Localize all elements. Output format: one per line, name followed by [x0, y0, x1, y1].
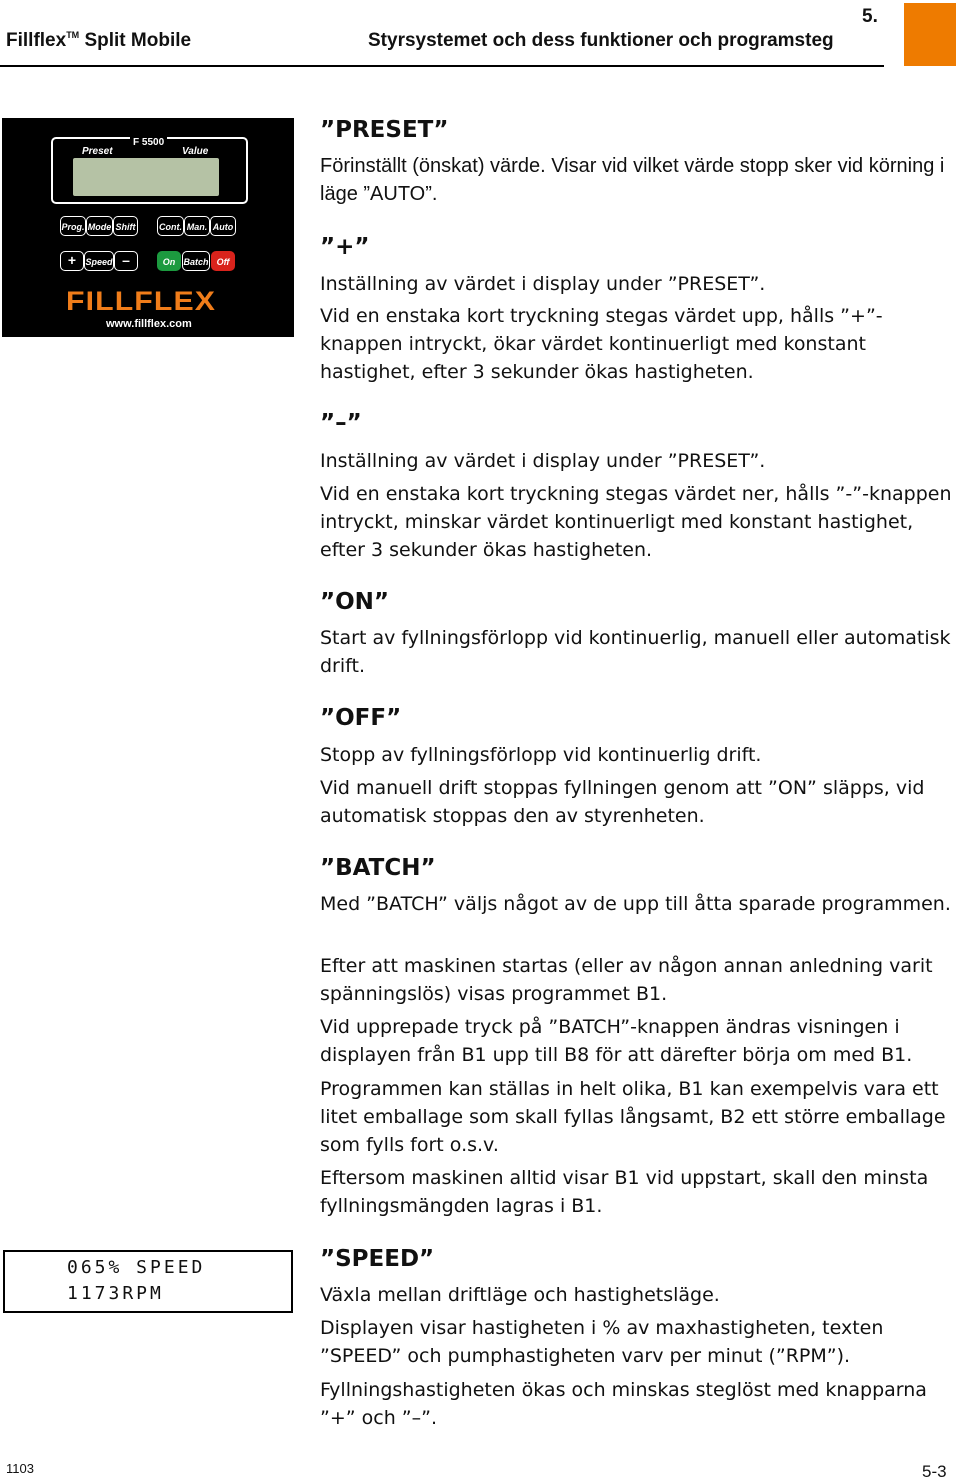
batch-text-4: Programmen kan ställas in helt olika, B1 kan exempelvis vara ett litet emballage som skall fyllas långsamt, B2 ett större emballage som fylls fort o.s.v. — [320, 1078, 946, 1156]
speed-key: Speed — [84, 251, 114, 271]
value-label: Value — [182, 146, 209, 157]
speed-display-image — [3, 1250, 293, 1313]
batch-text-3: Vid upprepade tryck på ”BATCH”-knappen ändras visningen i displayen från B1 upp till B8 för att därefter börja om med B1. — [320, 1016, 913, 1066]
fillflex-logo: FILLFLEX — [66, 286, 217, 316]
speed-text-3: Fyllningshastigheten ökas och minskas steglöst med knapparna ”+” och ”–”. — [320, 1379, 927, 1429]
speed-text-1: Växla mellan driftläge och hastighetsläge. — [320, 1284, 720, 1306]
header-rule — [0, 65, 884, 67]
batch-text-5: Eftersom maskinen alltid visar B1 vid uppstart, skall den minsta fyllningsmängden lagras i B1. — [320, 1167, 929, 1217]
minus-key: – — [114, 251, 138, 271]
heading-off: ”OFF” — [320, 705, 402, 731]
on-key: On — [157, 251, 181, 271]
model-label: F 5500 — [130, 137, 167, 148]
heading-on: ”ON” — [320, 589, 390, 615]
batch-text-1: Med ”BATCH” väljs något av de upp till åtta sparade programmen. — [320, 893, 951, 915]
shift-key: Shift — [113, 216, 138, 236]
mode-key: Mode — [86, 216, 113, 236]
minus-text-2: Vid en enstaka kort tryckning stegas värdet ner, hålls ”-”-knappen intryckt, minskar värdet kontinuerligt med konstant hastighet, efter 3 sekunder ökas hastigheten. — [320, 483, 952, 561]
plus-text-2: Vid en enstaka kort tryckning stegas värdet upp, hålls ”+”-knappen intryckt, ökar värdet kontinuerligt med konstant hastighet, efter 3 sekunder ökas hastigheten. — [320, 305, 883, 383]
prog-key: Prog. — [60, 216, 86, 236]
chapter-tab — [904, 3, 956, 66]
batch-text-2: Efter att maskinen startas (eller av någon annan anledning varit spänningslös) visas programmet B1. — [320, 955, 933, 1005]
cont-key: Cont. — [157, 216, 184, 236]
panel-url: www.fillflex.com — [106, 318, 192, 330]
preset-text: Förinställt (önskat) värde. Visar vid vilket värde stopp sker vid körning i läge ”AUTO”. — [320, 155, 945, 205]
auto-key: Auto — [210, 216, 236, 236]
chapter-number: 5. — [862, 6, 878, 27]
speed-display-line2: 1173RPM — [67, 1283, 164, 1304]
chapter-title: Styrsystemet och dess funktioner och programsteg — [368, 30, 834, 51]
heading-minus: ”–” — [320, 410, 362, 436]
lcd-screen — [73, 158, 219, 196]
man-key: Man. — [184, 216, 210, 236]
heading-batch: ”BATCH” — [320, 855, 436, 881]
product-name: Fillflex™ Split Mobile — [6, 30, 192, 51]
off-key: Off — [211, 251, 235, 271]
off-text-1: Stopp av fyllningsförlopp vid kontinuerlig drift. — [320, 744, 762, 766]
on-text: Start av fyllningsförlopp vid kontinuerlig, manuell eller automatisk drift. — [320, 627, 951, 677]
heading-speed: ”SPEED” — [320, 1246, 435, 1272]
off-text-2: Vid manuell drift stoppas fyllningen genom att ”ON” släpps, vid automatisk stoppas den av styrenheten. — [320, 777, 925, 827]
preset-label: Preset — [82, 146, 113, 157]
plus-text-1: Inställning av värdet i display under ”PRESET”. — [320, 273, 766, 295]
heading-preset: ”PRESET” — [320, 117, 449, 143]
speed-display-line1: 065% SPEED — [67, 1257, 206, 1278]
speed-text-2: Displayen visar hastigheten i % av maxhastigheten, texten ”SPEED” och pumphastigheten varv per minut (”RPM”). — [320, 1317, 884, 1367]
plus-key: + — [60, 251, 84, 271]
heading-plus: ”+” — [320, 234, 370, 260]
doc-code: 1103 — [6, 1461, 34, 1476]
batch-key: Batch — [182, 251, 210, 271]
control-panel-image — [2, 118, 294, 337]
page-number: 5-3 — [922, 1462, 947, 1481]
trademark: TM — [66, 30, 80, 40]
minus-text-1: Inställning av värdet i display under ”PRESET”. — [320, 450, 766, 472]
